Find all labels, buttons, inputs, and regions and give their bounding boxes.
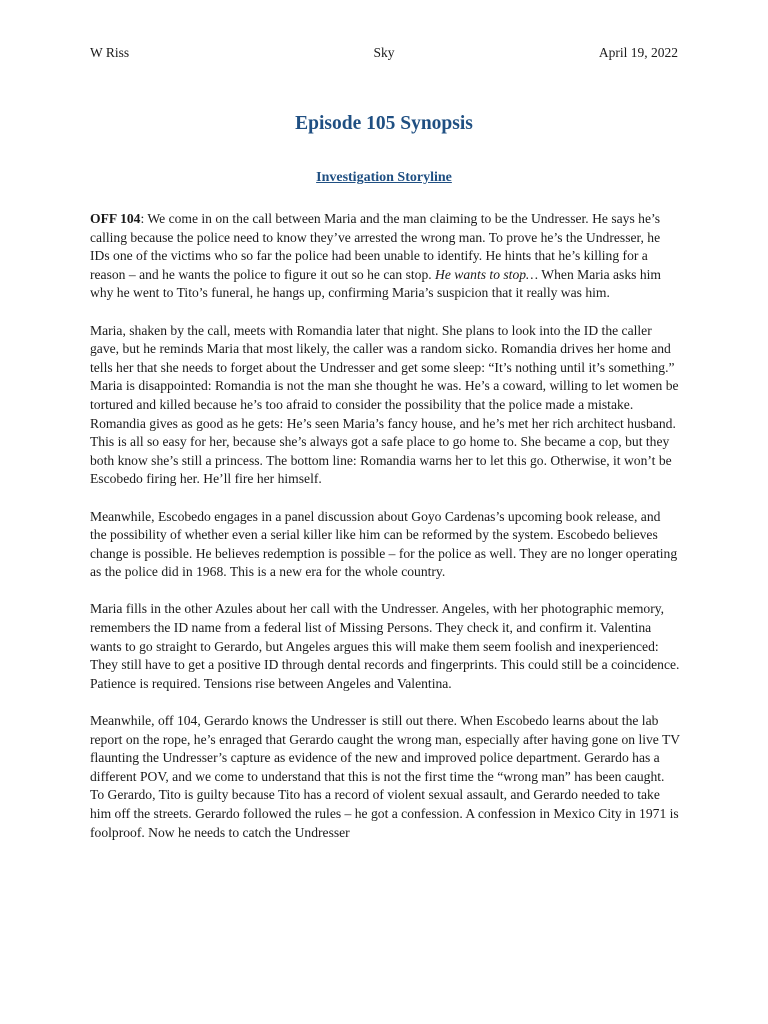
paragraph-4: Maria fills in the other Azules about her call with the Undresser. Angeles, with her photographic memory, remembers the ID name from a federal list of Missing Persons. They check it, and confirm it. Valentina wants to go straight to Gerardo, but Angeles argues this will make them seem foolish and inexperienced: They still have to get a positive ID through dental records and fingerprints. This could still be a coincidence. Patience is required. Tensions rise between Angeles and Valentina. bbox=[90, 601, 680, 691]
paragraph-1-text-b: When Maria asks him why he went to Tito’s funeral, he hangs up, confirming Maria’s suspicion that it really was him. bbox=[90, 266, 661, 301]
section-heading: Investigation Storyline bbox=[316, 170, 452, 185]
document-title: Episode 105 Synopsis bbox=[295, 113, 473, 134]
paragraph-5: Meanwhile, off 104, Gerardo knows the Undresser is still out there. When Escobedo learns about the lab report on the rope, he’s enraged that Gerardo caught the wrong man, especially after having gone on live TV flaunting the Undresser’s capture as evidence of the new and improved police department. Gerardo has a different POV, and we come to understand that this is not the first time the “wrong man” has been caught. To Gerardo, Tito is guilty because Tito has a record of violent sexual assault, and Gerardo needed to take him off the streets. Gerardo followed the rules – he got a confession. A confession in Mexico City in 1971 is foolproof. Now he needs to catch the Undresser bbox=[90, 713, 680, 840]
paragraph-1 bbox=[90, 210, 680, 303]
paragraph-1-text-a: : We come in on the call between Maria and the man claiming to be the Undresser. He says he’s calling because the police need to know they’ve arrested the wrong man. To prove he’s the Undresser, he IDs one of the victims who so far the police had been unable to identify. He hints that he’s killing for a reason – and he wants the police to figure it out so he can stop. bbox=[90, 211, 661, 282]
synopsis-body bbox=[90, 210, 680, 861]
header-author: W Riss bbox=[90, 45, 130, 60]
paragraph-1-lead: OFF 104 bbox=[90, 211, 141, 226]
header-show-title: Sky bbox=[373, 45, 395, 60]
paragraph-2: Maria, shaken by the call, meets with Romandia later that night. She plans to look into the ID the caller gave, but he reminds Maria that most likely, the caller was a random sicko. Romandia drives her home and tells her that she needs to forget about the Undresser and get some sleep: “It’s nothing until it’s something.” Maria is disappointed: Romandia is not the man she thought he was. He’s a coward, willing to let women be tortured and killed because he’s too afraid to consider the possibility that the police made a mistake. Romandia gives as good as he gets: He’s seen Maria’s fancy house, and he’s met her rich architect husband. This is all so easy for her, because she’s always got a safe place to go home to. She became a cop, but they both know she’s still a princess. The bottom line: Romandia warns her to let this go. Otherwise, it won’t be Escobedo firing her. He’ll fire her himself. bbox=[90, 322, 679, 487]
paragraph-1-italic: He wants to stop… bbox=[435, 266, 539, 282]
header-date: April 19, 2022 bbox=[598, 45, 678, 60]
page-header bbox=[90, 45, 678, 65]
paragraph-3: Meanwhile, Escobedo engages in a panel discussion about Goyo Cardenas’s upcoming book release, and the possibility of whether even a serial killer like him can be reformed by the system. Escobedo believes change is possible. He believes redemption is possible – for the police as well. They are no longer operating as the police did in 1968. This is a new era for the whole country. bbox=[90, 508, 678, 580]
